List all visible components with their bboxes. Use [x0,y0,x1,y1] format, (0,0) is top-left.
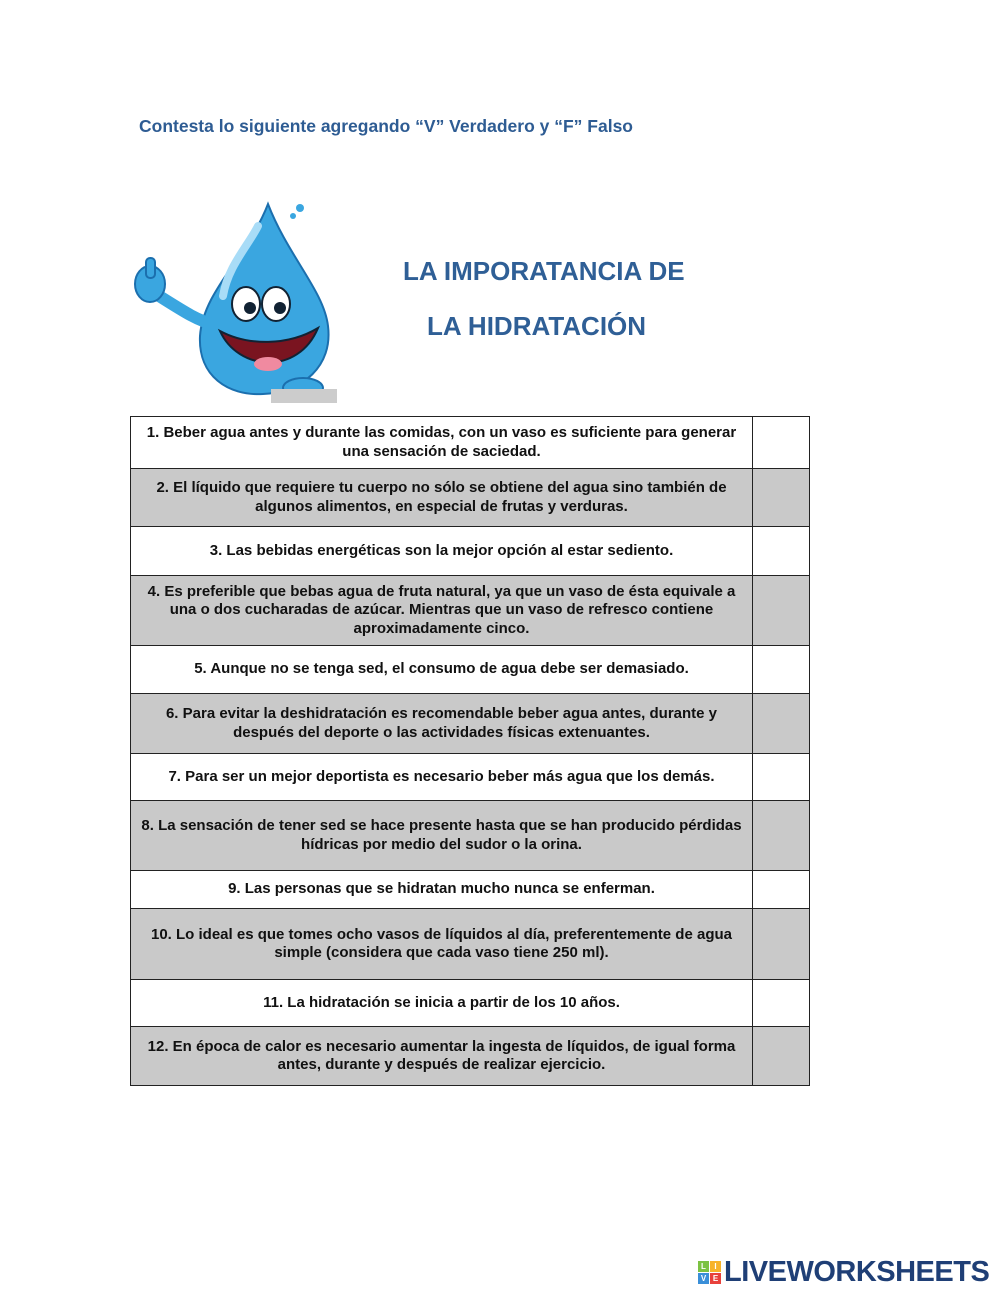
logo-letter-block: V [698,1273,709,1284]
answer-cell[interactable] [753,646,810,694]
statement-text: 6. Para evitar la deshidratación es recomendable beber agua antes, durante y después del deporte o las actividades físicas extenuantes. [131,694,753,754]
statement-row [131,527,810,576]
statement-text: 11. La hidratación se inicia a partir de los 10 años. [131,980,753,1027]
statement-row [131,646,810,694]
answer-cell[interactable] [753,576,810,646]
liveworksheets-logo [698,1256,989,1289]
statement-text: 8. La sensación de tener sed se hace presente hasta que se han producido pérdidas hídricas por medio del sudor o la orina. [131,801,753,871]
statement-text: 10. Lo ideal es que tomes ocho vasos de líquidos al día, preferentemente de agua simple (considera que cada vaso tiene 250 ml). [131,909,753,980]
statement-text: 9. Las personas que se hidratan mucho nunca se enferman. [131,871,753,909]
statement-row [131,871,810,909]
answer-cell[interactable] [753,469,810,527]
statement-row [131,980,810,1027]
answer-cell[interactable] [753,871,810,909]
statement-text: 12. En época de calor es necesario aumentar la ingesta de líquidos, de igual forma antes, durante y después de realizar ejercicio. [131,1027,753,1086]
statement-text: 2. El líquido que requiere tu cuerpo no sólo se obtiene del agua sino también de algunos alimentos, en especial de frutas y verduras. [131,469,753,527]
statement-row [131,417,810,469]
water-drop-mascot-illustration [128,196,343,406]
statement-text: 5. Aunque no se tenga sed, el consumo de agua debe ser demasiado. [131,646,753,694]
answer-cell[interactable] [753,527,810,576]
statement-row [131,801,810,871]
live-blocks-icon [698,1261,721,1284]
logo-letter-block: I [710,1261,721,1272]
answer-cell[interactable] [753,1027,810,1086]
answer-cell[interactable] [753,909,810,980]
statement-text: 7. Para ser un mejor deportista es necesario beber más agua que los demás. [131,754,753,801]
statement-row [131,1027,810,1086]
answer-cell[interactable] [753,980,810,1027]
true-false-table [130,416,810,1086]
answer-cell[interactable] [753,417,810,469]
title-line-2: LA HIDRATACIÓN [427,311,647,341]
logo-letter-block: E [710,1273,721,1284]
statement-text: 4. Es preferible que bebas agua de fruta natural, ya que un vaso de ésta equivale a una o dos cucharadas de azúcar. Mientras que un vaso de refresco contiene aproximadamente cinco. [131,576,753,646]
logo-text: LIVEWORKSHEETS [724,1256,990,1288]
answer-cell[interactable] [753,801,810,871]
statement-row [131,469,810,527]
statement-row [131,909,810,980]
statement-row [131,694,810,754]
title-line-1: LA IMPORATANCIA DE [403,256,685,286]
answer-cell[interactable] [753,754,810,801]
instruction-text: Contesta lo siguiente agregando “V” Verdadero y “F” Falso [139,116,633,136]
statement-row [131,754,810,801]
answer-cell[interactable] [753,694,810,754]
statement-text: 3. Las bebidas energéticas son la mejor opción al estar sediento. [131,527,753,576]
statement-text: 1. Beber agua antes y durante las comidas, con un vaso es suficiente para generar una sensación de saciedad. [131,417,753,469]
statement-row [131,576,810,646]
logo-letter-block: L [698,1261,709,1272]
